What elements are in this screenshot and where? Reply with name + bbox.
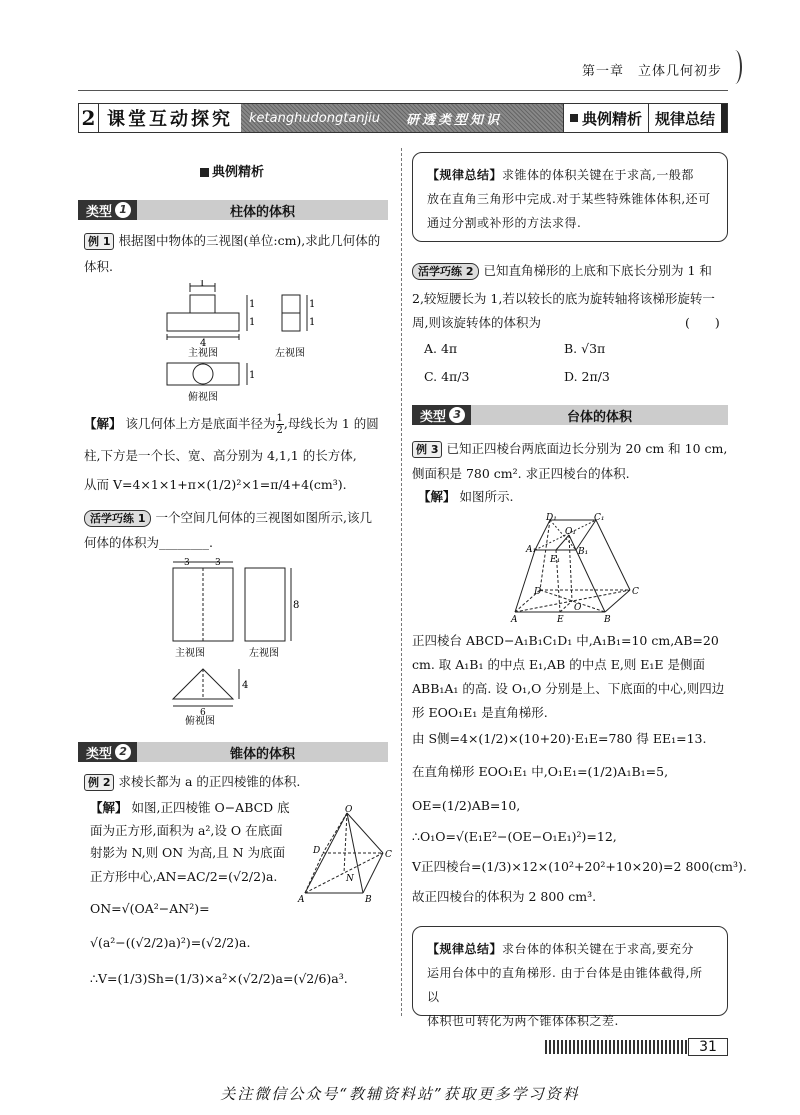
practice-1-line2: 何体的体积为________. [84,535,213,550]
svg-text:C: C [385,850,392,860]
dim-label: 6 [200,708,206,718]
solution-2-line6: √(a²−((√2/2)a)²)=(√2/2)a. [90,935,251,950]
solution-3-line5: 由 S侧=4×(1/2)×(10+20)·E₁E=780 得 EE₁=13. [412,731,707,746]
practice-1-line1: 活学巧练 1 一个空间几何体的三视图如图所示,该几 [84,509,372,527]
dim-label: 8 [293,600,300,611]
practice-label: 活学巧练 2 [412,263,479,280]
svg-text:E: E [557,615,564,625]
example-2: 例 2 求棱长都为 a 的正四棱锥的体积. [84,773,300,791]
banner-number: 2 [79,104,99,132]
top-view-caption: 俯视图 [188,392,218,403]
example-3-line2: 侧面积是 780 cm². 求正四棱台的体积. [412,466,630,481]
svg-text:O: O [574,603,582,613]
top-view-circle [193,364,213,384]
solution-3-line10: 故正四棱台的体积为 2 800 cm³. [412,889,597,904]
option-d: D. 2π/3 [564,369,610,384]
figure-frustum [510,512,645,627]
svg-text:A: A [298,895,305,905]
svg-text:C: C [632,587,639,597]
front-view-caption: 主视图 [188,348,218,359]
example-label: 例 3 [412,441,442,458]
front-view-caption: 主视图 [175,648,205,659]
solution-2-line7: ∴V=(1/3)Sh=(1/3)×a²×(√2/2)a=(√2/6)a³. [90,971,348,986]
solution-3-intro: 【解】 如图所示. [418,489,514,504]
practice-2-paren: ( ) [685,315,720,330]
example-3-line1: 例 3 已知正四棱台两底面边长分别为 20 cm 和 10 cm, [412,440,727,458]
square-bullet-icon [200,168,209,177]
front-view-base [167,313,239,331]
option-b: B. √3π [564,341,606,356]
svg-text:A: A [511,615,518,625]
example-label: 例 1 [84,233,114,250]
dim-label: 1 [309,299,316,310]
type-title-1: 柱体的体积 [230,204,296,220]
solution-3-line9: V正四棱台=(1/3)×12×(10²+20²+10×20)=2 800(cm³). [412,859,747,874]
practice-label: 活学巧练 1 [84,510,151,527]
page-number-bar [545,1038,728,1056]
svg-text:A₁: A₁ [526,545,537,555]
solution-3-line6: 在直角梯形 EOO₁E₁ 中,O₁E₁=(1/2)A₁B₁=5, [412,764,669,779]
solution-2-line3: 射影为 N,则 ON 为高,且 N 为底面 [90,845,286,860]
svg-text:D₁: D₁ [546,513,557,523]
column-divider [401,148,402,1016]
dim-label: 1 [249,370,256,381]
side-view-caption: 左视图 [249,648,279,659]
dim-label: 4 [200,338,207,349]
page-number-stripes [545,1040,688,1054]
dim-label: 1 [249,299,256,310]
summary-box-2: 【规律总结】求台体的体积关键在于求高,要充分 运用台体中的直角梯形. 由于台体是由锥体截得,所以 体积也可转化为两个锥体体积之差. [412,926,728,1016]
solution-1-line2: 柱,下方是一个长、宽、高分别为 4,1,1 的长方体, [84,448,357,463]
dim-label: 1 [199,280,206,289]
solution-2-line5: ON=√(OA²−AN²)= [90,901,210,916]
side-view-top [282,295,300,313]
svg-text:B: B [365,895,372,905]
footer-watermark: 关注微信公众号“教辅资料站”获取更多学习资料 [220,1085,580,1103]
dim-label: 4 [242,680,249,691]
example-1-line2: 体积. [84,259,113,274]
top-rule [78,90,728,91]
banner-title: 课堂互动探究 [107,109,233,130]
solution-2-line2: 面为正方形,面积为 a²,设 O 在底面 [90,823,283,838]
example-label: 例 2 [84,774,114,791]
figure-top-view-1 [160,360,260,408]
type-bar-3: 类型 3 台体的体积 [412,405,728,425]
banner-pinyin-strip [241,104,563,132]
solution-3-line8: ∴O₁O=√(E₁E²−(OE−O₁E₁)²)=12, [412,829,617,844]
option-c: C. 4π/3 [424,369,470,384]
svg-text:D: D [534,587,542,597]
solution-2-line1: 【解】 如图,正四棱锥 O−ABCD 底 [90,800,290,815]
svg-text:O: O [345,805,353,815]
type-title-2: 锥体的体积 [230,746,296,762]
section-banner [78,103,728,133]
solution-3-line1: 正四棱台 ABCD−A₁B₁C₁D₁ 中,A₁B₁=10 cm,AB=20 [412,633,719,648]
example-1-line1: 例 1 根据图中物体的三视图(单位:cm),求此几何体的 [84,232,380,250]
banner-pinyin: ketanghudongtanjiu [249,110,381,126]
svg-text:N: N [346,874,354,884]
top-view-rect [167,363,239,385]
type-title-3: 台体的体积 [567,409,633,425]
header-decoration [728,50,742,84]
solution-3-line4: 形 EOO₁E₁ 是直角梯形. [412,705,548,720]
solution-1-line1: 【解】 该几何体上方是底面半径为 $\frac{1}{2}$ ,母线长为 1 的圆 [84,413,379,436]
dim-label: 1 [249,317,256,328]
solution-3-line2: cm. 取 A₁B₁ 的中点 E₁,AB 的中点 E,则 E₁E 是侧面 [412,657,706,672]
solution-1-line3: 从而 V=4×1×1+π×(1/2)²×1=π/4+4(cm³). [84,477,347,492]
top-view-caption: 俯视图 [185,716,215,726]
dim-label: 1 [309,317,316,328]
figure-pyramid [295,805,400,905]
svg-text:O₁: O₁ [565,527,576,537]
side-view-caption: 左视图 [275,348,305,359]
svg-text:D: D [313,846,321,856]
summary-box-1: 【规律总结】求锥体的体积关键在于求高,一般都 放在直角三角形中完成.对于某些特殊锥体体积,还可 通过分割或补形的方法求得. [412,152,728,242]
chapter-header: 第一章 立体几何初步 [581,64,722,79]
svg-text:B: B [604,615,611,625]
svg-text:C₁: C₁ [594,513,605,523]
svg-text:B₁: B₁ [578,547,589,557]
page-number: 31 [688,1038,728,1056]
dim-label: 3 [215,558,221,568]
banner-tag-summary: 规律总结 [648,104,721,132]
solution-2-line4: 正方形中心,AN=AC/2=(√2/2)a. [90,869,278,884]
solution-3-line3: ABB₁A₁ 的高. 设 O₁,O 分别是上、下底面的中心,则四边 [412,681,725,696]
figure-three-views-2 [165,556,305,726]
practice-2-line2: 2,较短腰长为 1,若以较长的底为旋转轴将该梯形旋转一 [412,291,715,306]
front-view-top-block [190,295,215,313]
banner-endbar [721,104,727,132]
side-view-base [282,313,300,331]
banner-tag-examples: 典例精析 [563,104,648,132]
dim-label: 3 [184,558,190,568]
practice-2-line1: 活学巧练 2 已知直角梯形的上底和下底长分别为 1 和 [412,262,712,280]
solution-3-line7: OE=(1/2)AB=10, [412,798,521,813]
section-title: 典例精析 [200,161,264,180]
type-bar-2: 类型 2 锥体的体积 [78,742,388,762]
square-bullet-icon [570,114,578,122]
banner-slogan: 研透类型知识 [406,112,503,128]
option-a: A. 4π [424,341,458,356]
type-bar-1: 类型 1 柱体的体积 [78,200,388,220]
svg-text:E₁: E₁ [550,555,561,565]
side-view-rect [245,568,285,641]
fraction-half: $\frac{1}{2}$ [276,413,283,436]
practice-2-line3: 周,则该旋转体的体积为 [412,315,541,330]
